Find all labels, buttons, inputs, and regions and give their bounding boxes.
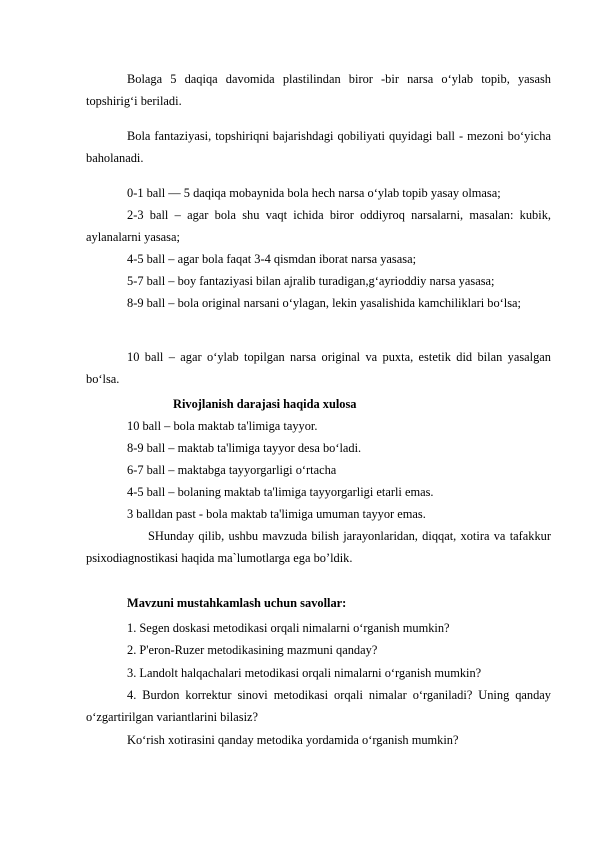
summary-paragraph: SHunday qilib, ushbu mavzuda bilish jarayonlaridan, diqqat, xotira va tafakkur psixodiagnostikasi haqida ma`lumotlarga ega bo’ldik. [86, 529, 551, 565]
question-item: 3. Landolt halqachalari metodikasi orqali nimalarni o‘rganish mumkin? [127, 666, 482, 680]
conclusion-item: 6-7 ball – maktabga tayyorgarligi o‘rtacha [127, 463, 337, 477]
conclusion-heading: Rivojlanish darajasi haqida xulosa [173, 397, 357, 411]
criterion-2-3: 2-3 ball – agar bola shu vaqt ichida biror oddiyroq narsalarni, masalan: kubik, aylanalarni yasasa; [86, 208, 551, 244]
conclusion-item: 3 balldan past - bola maktab ta'limiga umuman tayyor emas. [127, 507, 426, 521]
question-item: 1. Segen doskasi metodikasi orqali nimalarni o‘rganish mumkin? [127, 621, 450, 635]
conclusion-item: 8-9 ball – maktab ta'limiga tayyor desa bo‘ladi. [127, 441, 362, 455]
criterion-8-9: 8-9 ball – bola original narsani o‘ylagan, lekin yasalishida kamchiliklari bo‘lsa; [127, 296, 521, 310]
paragraph-task: Bolaga 5 daqiqa davomida plastilindan biror -bir narsa o‘ylab topib, yasash topshirig‘i beriladi. [86, 72, 551, 108]
criterion-0-1: 0-1 ball — 5 daqiqa mobaynida bola hech narsa o‘ylab topib yasay olmasa; [127, 186, 501, 200]
question-item: 2. P'eron-Ruzer metodikasining mazmuni qanday? [127, 643, 378, 657]
criterion-5-7: 5-7 ball – boy fantaziyasi bilan ajralib turadigan,g‘ayrioddiy narsa yasasa; [127, 274, 495, 288]
criterion-4-5: 4-5 ball – agar bola faqat 3-4 qismdan iborat narsa yasasa; [127, 252, 417, 266]
conclusion-item: 4-5 ball – bolaning maktab ta'limiga tayyorgarligi etarli emas. [127, 485, 434, 499]
paragraph-assessment: Bola fantaziyasi, topshiriqni bajarishdagi qobiliyati quyidagi ball - mezoni bo‘yicha baholanadi. [86, 129, 551, 165]
questions-heading: Mavzuni mustahkamlash uchun savollar: [127, 596, 347, 610]
conclusion-item: 10 ball – bola maktab ta'limiga tayyor. [127, 419, 318, 433]
question-item: Ko‘rish xotirasini qanday metodika yordamida o‘rganish mumkin? [127, 733, 459, 747]
criterion-10: 10 ball – agar o‘ylab topilgan narsa original va puxta, estetik did bilan yasalgan bo‘lsa. [86, 350, 551, 386]
question-item: 4. Burdon korrektur sinovi metodikasi orqali nimalar o‘rganiladi? Uning qanday o‘zgartirilgan variantlarini bilasiz? [86, 688, 551, 724]
